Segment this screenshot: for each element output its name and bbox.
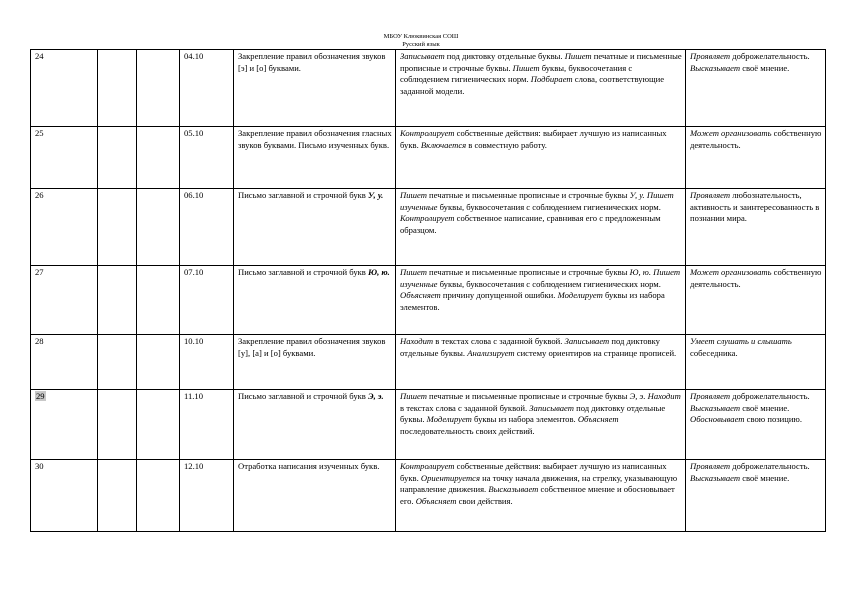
lesson-number: 26 <box>35 190 44 200</box>
student-activities <box>396 127 686 189</box>
action-verb: Записывает <box>400 51 445 61</box>
lesson-topic <box>234 390 396 460</box>
student-activities <box>396 335 686 390</box>
action-text: слова, соответствующие заданной модели. <box>400 74 665 96</box>
lesson-number-cell <box>31 127 98 189</box>
lesson-number: 24 <box>35 51 44 61</box>
action-verb: Объясняет <box>415 495 457 506</box>
empty-cell <box>98 460 137 532</box>
empty-cell <box>137 189 180 266</box>
action-text: буквы, буквосочетания с соблюдением гигиенических норм. <box>437 201 661 212</box>
empty-cell <box>98 335 137 390</box>
table-row <box>31 266 826 335</box>
topic-letters: Ю, ю. <box>368 267 390 277</box>
action-text: доброжелательность. <box>730 461 810 471</box>
lesson-number-cell <box>31 335 98 390</box>
lesson-date: 05.10 <box>180 127 234 189</box>
empty-cell <box>137 335 180 390</box>
topic-text: Закрепление правил обозначения гласных звуков буквами. Письмо изученных букв. <box>238 128 392 150</box>
topic-letters: У, у. <box>368 190 384 200</box>
lesson-number-cell <box>31 460 98 532</box>
table-row <box>31 127 826 189</box>
action-verb: Умеет слушать и слышать <box>690 336 792 346</box>
lesson-number-cell <box>31 266 98 335</box>
action-text: собственные действия: выбирает лучшую из написанных букв. <box>400 128 667 150</box>
action-verb: Пишет изученные <box>400 267 681 289</box>
empty-cell <box>98 390 137 460</box>
school-name: МБОУ Клюквинская СОШ <box>383 33 459 40</box>
action-text: буквы, буквосочетания с соблюдением гигиенических норм. <box>400 62 633 85</box>
lesson-number-cell <box>31 390 98 460</box>
learning-outcomes <box>686 127 826 189</box>
empty-cell <box>98 266 137 335</box>
action-text: своё мнение. <box>740 402 790 413</box>
lesson-topic <box>234 266 396 335</box>
topic-letters: Э, э. <box>368 391 384 401</box>
empty-cell <box>98 189 137 266</box>
action-verb: У, у. <box>629 190 645 200</box>
action-text: причину допущенной ошибки. <box>440 290 558 301</box>
action-text: свою позицию. <box>744 414 802 425</box>
table-row <box>31 189 826 266</box>
action-verb: Ю, ю. <box>629 267 652 277</box>
learning-outcomes <box>686 189 826 266</box>
empty-cell <box>137 460 180 532</box>
learning-outcomes <box>686 335 826 390</box>
action-text: собственное написание, сравнивая его с предложенным образцом. <box>400 213 661 235</box>
action-text: в текстах слова с заданной буквой. <box>400 402 530 413</box>
action-text: в текстах слова с заданной буквой. <box>433 336 565 346</box>
lesson-date: 07.10 <box>180 266 234 335</box>
action-verb: Высказывает <box>690 62 741 73</box>
lesson-number-cell <box>31 189 98 266</box>
lesson-topic <box>234 50 396 127</box>
topic-text: Письмо заглавной и строчной букв <box>238 267 366 277</box>
action-verb: Записывает <box>529 402 574 413</box>
action-text: любознательность, активность и заинтересованность в познании мира. <box>690 190 820 224</box>
action-verb: Контролирует <box>400 213 455 224</box>
topic-text: Письмо заглавной и строчной букв <box>238 391 366 401</box>
learning-outcomes <box>686 50 826 127</box>
action-verb: Включается <box>420 139 467 150</box>
action-text: собственную деятельность. <box>690 267 822 289</box>
action-verb: Контролирует <box>400 461 455 471</box>
action-verb: Высказывает <box>690 402 741 413</box>
action-verb: Пишет <box>400 190 427 200</box>
empty-cell <box>98 127 137 189</box>
action-verb: Э, э. Находит <box>629 391 681 401</box>
action-verb: Моделирует <box>426 414 472 425</box>
lesson-date: 10.10 <box>180 335 234 390</box>
action-text: собственную деятельность. <box>690 128 822 150</box>
action-text: печатные и письменные прописные и строчные буквы <box>426 267 630 277</box>
action-text: в совместную работу. <box>466 139 547 150</box>
action-text: буквы из набора элементов. <box>471 414 578 425</box>
action-text: доброжелательность. <box>730 391 810 401</box>
lesson-plan-table <box>30 49 826 532</box>
action-verb: Проявляет <box>690 51 731 61</box>
subject-name: Русский язык <box>402 41 440 48</box>
student-activities <box>396 50 686 127</box>
lesson-topic <box>234 189 396 266</box>
action-verb: Контролирует <box>400 128 455 138</box>
action-text: под диктовку отдельные буквы. <box>400 402 666 425</box>
lesson-topic <box>234 460 396 532</box>
empty-cell <box>137 127 180 189</box>
action-text: печатные и письменные прописные и строчные буквы. <box>400 51 682 73</box>
action-text: печатные и письменные прописные и строчные буквы <box>426 190 630 200</box>
action-verb: Проявляет <box>690 190 731 200</box>
learning-outcomes <box>686 266 826 335</box>
lesson-date: 12.10 <box>180 460 234 532</box>
action-text: под диктовку отдельные буквы. <box>400 336 660 358</box>
action-text: буквы, буквосочетания с соблюдением гигиенических норм. <box>437 278 661 289</box>
learning-outcomes <box>686 460 826 532</box>
student-activities <box>396 390 686 460</box>
lesson-number: 28 <box>35 336 44 346</box>
action-verb: Высказывает <box>690 472 741 483</box>
action-verb: Может организовать <box>690 267 772 277</box>
action-verb: Проявляет <box>690 461 731 471</box>
action-verb: Анализирует <box>467 347 515 358</box>
action-verb: Проявляет <box>690 391 731 401</box>
learning-outcomes <box>686 390 826 460</box>
lesson-topic <box>234 127 396 189</box>
empty-cell <box>137 390 180 460</box>
lesson-date: 04.10 <box>180 50 234 127</box>
action-text: своё мнение. <box>740 62 790 73</box>
lesson-number-cell <box>31 50 98 127</box>
lesson-date: 06.10 <box>180 189 234 266</box>
table-row <box>31 50 826 127</box>
lesson-number: 30 <box>35 461 44 471</box>
action-text: печатные и письменные прописные и строчные буквы <box>426 391 630 401</box>
action-verb: Ориентируется <box>420 472 480 483</box>
empty-cell <box>98 50 137 127</box>
table-row <box>31 460 826 532</box>
action-text: своё мнение. <box>740 472 790 483</box>
action-verb: Подбирает <box>530 74 573 85</box>
topic-text: Отработка написания изученных букв. <box>238 461 380 471</box>
action-text: собственное мнение и обосновывает его. <box>400 484 675 506</box>
student-activities <box>396 460 686 532</box>
lesson-topic <box>234 335 396 390</box>
action-text: свои действия. <box>456 495 513 506</box>
student-activities <box>396 266 686 335</box>
topic-text: Закрепление правил обозначения звуков [у], [а] и [о] буквами. <box>238 336 386 358</box>
lesson-number: 25 <box>35 128 44 138</box>
action-text: доброжелательность. <box>730 51 810 61</box>
topic-text: Закрепление правил обозначения звуков [э] и [о] буквами. <box>238 51 386 73</box>
topic-text: Письмо заглавной и строчной букв <box>238 190 366 200</box>
action-verb: Пишет <box>400 391 427 401</box>
action-text: собственные действия: выбирает лучшую из написанных букв. <box>400 461 667 483</box>
action-verb: Пишет <box>564 51 592 61</box>
lesson-number: 27 <box>35 267 44 277</box>
action-verb: Высказывает <box>488 484 539 495</box>
lesson-date: 11.10 <box>180 390 234 460</box>
student-activities <box>396 189 686 266</box>
action-verb: Пишет <box>400 267 427 277</box>
lesson-number: 29 <box>36 391 45 401</box>
action-text: собеседника. <box>690 347 738 358</box>
action-text: под диктовку отдельные буквы. <box>444 51 565 61</box>
table-row <box>31 335 826 390</box>
action-text: последовательность своих действий. <box>400 425 535 436</box>
empty-cell <box>137 50 180 127</box>
action-text: буквы из набора элементов. <box>400 290 665 312</box>
action-verb: Может организовать <box>690 128 772 138</box>
empty-cell <box>137 266 180 335</box>
action-text: на точку начала движения, на стрелку, указывающую направление движения. <box>400 472 678 495</box>
action-verb: Моделирует <box>557 290 603 301</box>
action-verb: Объясняет <box>577 414 619 425</box>
action-verb: Находит <box>400 336 434 346</box>
action-verb: Объясняет <box>400 290 441 301</box>
action-verb: Записывает <box>564 336 610 346</box>
action-verb: Пишет <box>512 62 540 73</box>
action-verb: Обосновывает <box>690 414 745 425</box>
action-verb: Пишет изученные <box>400 190 674 212</box>
table-row <box>31 390 826 460</box>
action-text: систему ориентиров на странице прописей. <box>514 347 677 358</box>
